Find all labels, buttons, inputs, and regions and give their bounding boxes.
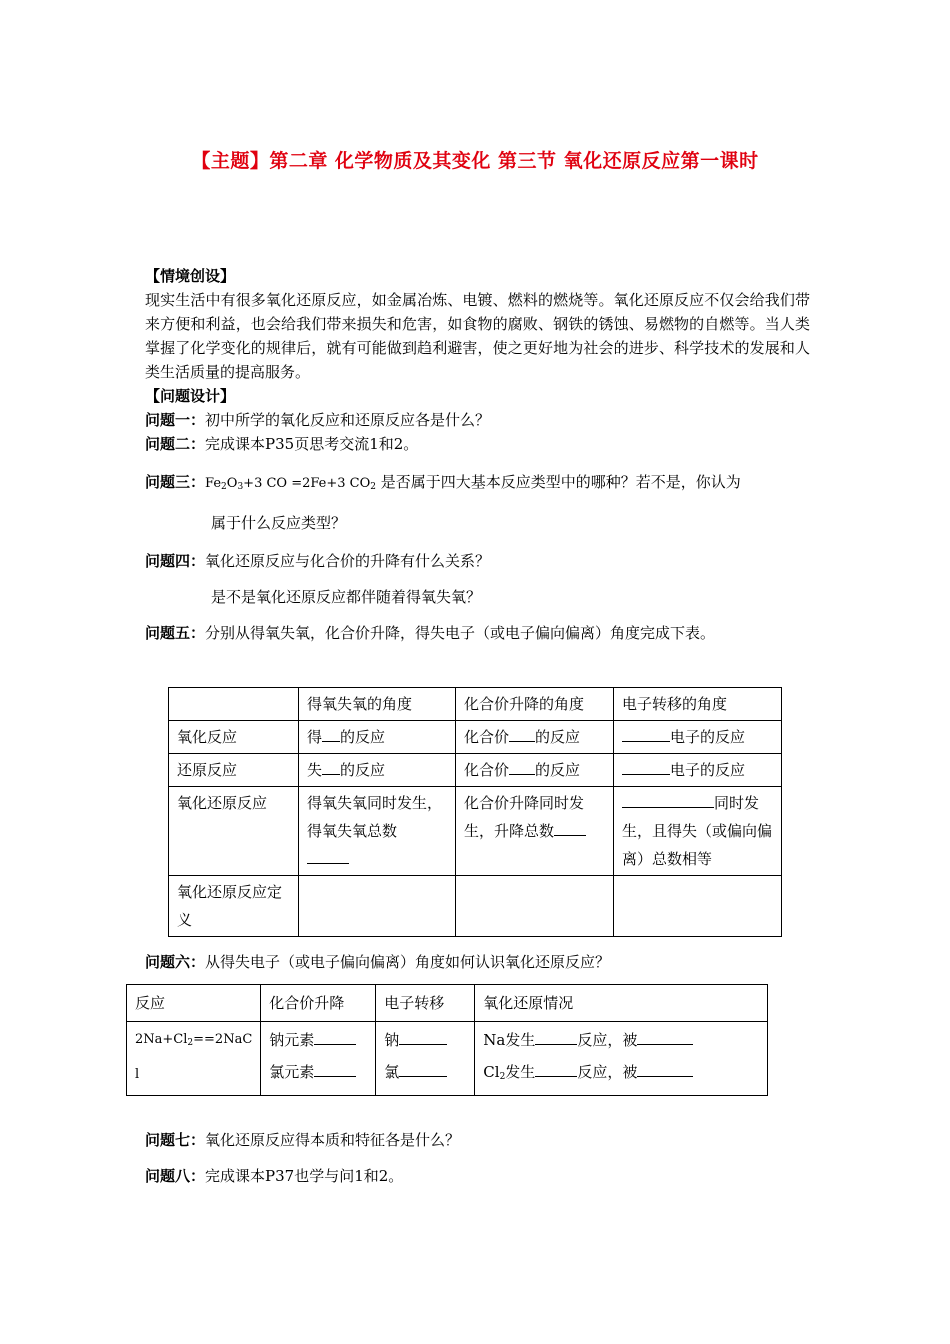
table-header: 反应 xyxy=(127,985,261,1022)
table-row xyxy=(169,721,782,754)
question-text: 分别从得氧失氧，化合价升降，得失电子（或电子偏向偏离）角度完成下表。 xyxy=(205,624,716,642)
questions-7-8 xyxy=(145,1128,460,1200)
question-label: 问题七： xyxy=(145,1131,206,1149)
table-cell: 化合价升降同时发生，升降总数 xyxy=(456,787,614,876)
table-cell: 电子的反应 xyxy=(614,754,782,787)
table-cell: 钠元素 氯元素 xyxy=(261,1022,376,1096)
table-header: 氧化还原情况 xyxy=(475,985,768,1022)
table-cell: 得 的反应 xyxy=(299,721,456,754)
table-cell: 失 的反应 xyxy=(299,754,456,787)
table-row xyxy=(169,787,782,876)
question-4 xyxy=(145,549,810,573)
row-label: 还原反应 xyxy=(169,754,299,787)
row-label: 氧化还原反应定义 xyxy=(169,876,299,937)
page-title: 【主题】第二章 化学物质及其变化 第三节 氧化还原反应第一课时 xyxy=(191,150,759,172)
table-cell: 钠 氯 xyxy=(376,1022,475,1096)
situation-text: 现实生活中有很多氧化还原反应，如金属冶炼、电镀、燃料的燃烧等。氧化还原反应不仅会给我们带来方便和利益，也会给我们带来损失和危害，如食物的腐败、钢铁的锈蚀、易燃物的自燃等。当人类掌握了化学变化的规律后，就有可能做到趋利避害，使之更好地为社会的进步、科学技术的发展和人类生活质量的提高服务。 xyxy=(145,291,810,381)
table-cell: 化合价 的反应 xyxy=(456,721,614,754)
table-cell xyxy=(614,876,782,937)
row-label: 氧化还原反应 xyxy=(169,787,299,876)
question-1 xyxy=(145,408,810,432)
equation: $Fe_2O_3+3$ CO =2Fe+3 $CO_2$ xyxy=(205,476,377,492)
question-3 xyxy=(145,470,810,499)
table-cell xyxy=(169,688,299,721)
table-angles xyxy=(168,687,782,937)
question-label: 问题一： xyxy=(145,411,206,429)
question-3-cont: 属于什么反应类型？ xyxy=(211,514,347,532)
table-header: 电子转移 xyxy=(376,985,475,1022)
table-header: 电子转移的角度 xyxy=(614,688,782,721)
table-cell xyxy=(456,876,614,937)
question-text: 完成课本P35页思考交流1和2。 xyxy=(205,435,419,453)
question-label: 问题五： xyxy=(145,624,206,642)
table-cell: 化合价 的反应 xyxy=(456,754,614,787)
question-7 xyxy=(145,1128,460,1152)
table-row xyxy=(169,754,782,787)
situation-heading: 【情境创设】 xyxy=(145,267,236,285)
question-text: 初中所学的氧化反应和还原反应各是什么？ xyxy=(205,411,491,429)
table-electron xyxy=(126,984,768,1096)
design-heading: 【问题设计】 xyxy=(145,387,236,405)
question-label: 问题六： xyxy=(145,953,206,971)
table-row xyxy=(169,688,782,721)
question-label: 问题三： xyxy=(145,473,206,491)
question-8 xyxy=(145,1164,460,1188)
table-cell xyxy=(299,876,456,937)
question-label: 问题二： xyxy=(145,435,206,453)
question-label: 问题八： xyxy=(145,1167,206,1185)
question-label: 问题四： xyxy=(145,552,206,570)
main-content xyxy=(145,264,810,645)
question-text: 从得失电子（或电子偏向偏离）角度如何认识氧化还原反应？ xyxy=(205,953,611,971)
table-cell: 同时发生，且得失（或偏向偏离）总数相等 xyxy=(614,787,782,876)
question-4-cont: 是不是氧化还原反应都伴随着得氧失氧？ xyxy=(211,588,482,606)
reaction-cell: $2Na+Cl_2==2NaC$ l xyxy=(127,1022,261,1096)
question-6 xyxy=(145,950,610,974)
table-header: 化合价升降的角度 xyxy=(456,688,614,721)
table-header: 化合价升降 xyxy=(261,985,376,1022)
table-cell: Na发生 反应，被 $Cl_2$发生 反应，被 xyxy=(475,1022,768,1096)
question-text: 完成课本P37也学与问1和2。 xyxy=(205,1167,404,1185)
table-row xyxy=(127,985,768,1022)
question-5 xyxy=(145,621,810,645)
question-2 xyxy=(145,432,810,456)
table-row xyxy=(169,876,782,937)
question-text: 氧化还原反应与化合价的升降有什么关系？ xyxy=(205,552,491,570)
question-text: 是否属于四大基本反应类型中的哪种？若不是，你认为 xyxy=(376,473,741,491)
table-header: 得氧失氧的角度 xyxy=(299,688,456,721)
row-label: 氧化反应 xyxy=(169,721,299,754)
table-cell: 得氧失氧同时发生，得氧失氧总数 xyxy=(299,787,456,876)
table-cell: 电子的反应 xyxy=(614,721,782,754)
table-row xyxy=(127,1022,768,1096)
question-text: 氧化还原反应得本质和特征各是什么？ xyxy=(205,1131,461,1149)
